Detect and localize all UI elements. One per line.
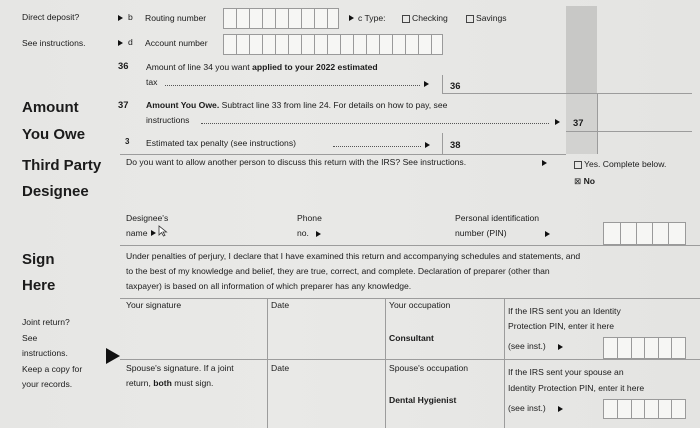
records-note: your records. [22,379,73,389]
checked-box-icon: ⊠ [574,176,582,186]
line-37-text-2: instructions [146,115,190,125]
joint-return-note: Joint return? [22,317,70,327]
arrow-icon [558,344,563,350]
spouse-pin-note-2: Identity Protection PIN, enter it here [508,383,645,393]
keep-copy-note: Keep a copy for [22,364,83,374]
leader-dots [201,123,549,124]
arrow-icon [545,231,550,237]
spouse-ip-pin-input[interactable] [603,399,686,419]
your-signature-label: Your signature [126,300,182,310]
line-36-box-label: 36 [450,80,461,91]
third-party-question: Do you want to allow another person to discuss this return with the IRS? See instructions. [126,157,467,167]
checkbox-icon [574,161,582,169]
line-38-number: 3 [125,137,130,146]
line-38-box-label: 38 [450,139,461,150]
routing-letter: b [128,12,133,22]
arrow-icon [424,81,429,87]
phone-label: Phone [297,213,322,223]
pin-note-2: Protection PIN, enter it here [508,321,615,331]
spouse-date-label: Date [271,363,290,373]
account-letter: d [128,37,133,47]
line-36-number: 36 [118,60,129,71]
spouse-pin-note-1: If the IRS sent your spouse an [508,367,624,377]
spouse-pin-note-3: (see inst.) [508,403,546,413]
savings-label: Savings [476,13,507,23]
yes-label: Yes. Complete below. [584,159,667,169]
arrow-icon [542,160,547,166]
here-heading: Here [22,277,56,294]
designee-pin-input[interactable] [603,222,686,245]
checkbox-icon [466,15,474,23]
spouse-signature-label-2: return, both must sign. [126,378,214,388]
line-37-number: 37 [118,99,129,110]
no-label: No [583,176,596,186]
spouse-occupation-label: Spouse's occupation [389,363,469,373]
arrow-icon [118,15,123,21]
routing-number-label: Routing number [145,13,207,23]
declaration-line-2: to the best of my knowledge and belief, they are true, correct, and complete. Declaration of preparer (other than [126,266,550,276]
arrow-icon [558,406,563,412]
pin-note-3: (see inst.) [508,341,546,351]
no-option[interactable] [574,176,595,187]
arrow-icon [118,40,123,46]
designee-name-label: Designee's [126,213,169,223]
declaration-line-3: taxpayer) is based on all information of which preparer has any knowledge. [126,281,412,291]
phone-label-2: no. [297,228,309,238]
shaded-column [566,6,597,94]
savings-option[interactable] [466,13,507,23]
joint-see-note: See [22,333,38,343]
joint-instructions-note: instructions. [22,348,68,358]
direct-deposit-label: Direct deposit? [22,12,80,22]
arrow-icon [151,230,156,236]
your-occupation-label: Your occupation [389,300,451,310]
line-36-text-2: tax [146,77,158,87]
line-37-box-label: 37 [573,117,584,128]
account-number-label: Account number [145,38,208,48]
pin-label: Personal identification [455,213,540,223]
checking-label: Checking [412,13,448,23]
arrow-icon [425,142,430,148]
routing-number-input[interactable] [223,8,339,29]
checking-option[interactable] [402,13,448,23]
see-instructions-label: See instructions. [22,38,86,48]
you-owe-heading: You Owe [22,126,86,143]
your-ip-pin-input[interactable] [603,337,686,359]
leader-dots [165,85,420,86]
spouse-occupation-value: Dental Hygienist [389,395,457,405]
date-label: Date [271,300,290,310]
arrow-icon [555,119,560,125]
arrow-icon [349,15,354,21]
arrow-icon [316,231,321,237]
account-number-input[interactable] [223,34,443,55]
line-36-text: Amount of line 34 you want applied to your 2022 estimated [146,62,378,72]
yes-option[interactable] [574,159,666,169]
declaration-line-1: Under penalties of perjury, I declare that I have examined this return and accompanying schedules and statements, and [126,251,581,261]
spouse-signature-label: Spouse's signature. If a joint [126,363,234,373]
third-party-heading: Third Party [22,157,102,174]
sign-heading: Sign [22,251,55,268]
pin-label-2: number (PIN) [455,228,507,238]
pointer-arrow-icon [106,348,120,364]
designee-heading: Designee [22,183,89,200]
pin-note-1: If the IRS sent you an Identity [508,306,621,316]
amount-heading: Amount [22,99,79,116]
line-38-text: Estimated tax penalty (see instructions) [146,138,296,148]
your-occupation-value: Consultant [389,333,434,343]
checkbox-icon [402,15,410,23]
line-37-text: Amount You Owe. Subtract line 33 from line 24. For details on how to pay, see [146,100,448,110]
line-36-amount-field[interactable] [442,75,565,93]
mouse-cursor-icon [158,225,168,237]
leader-dots [333,146,421,147]
account-type-label: c Type: [358,13,386,23]
designee-name-label-2: name [126,228,148,238]
